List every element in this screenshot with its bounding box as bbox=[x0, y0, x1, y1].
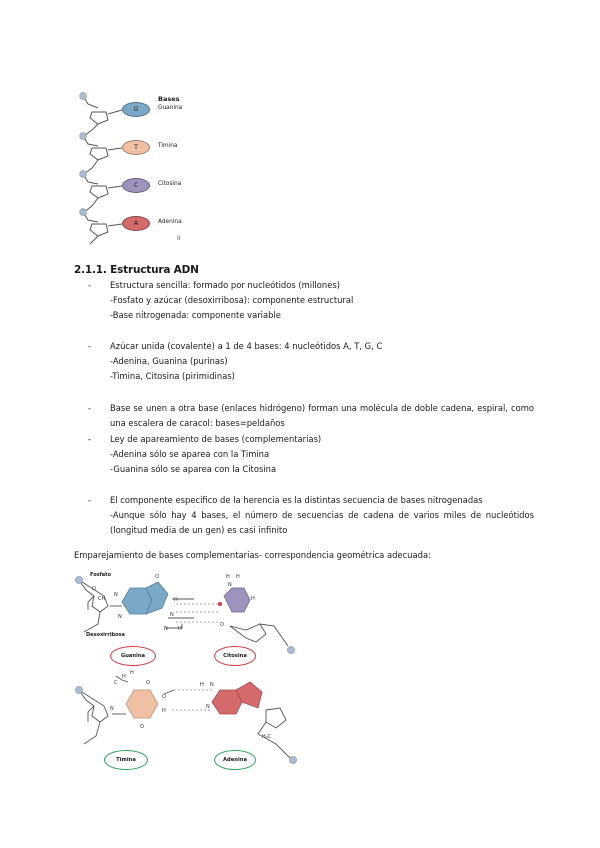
svg-text:H: H bbox=[174, 597, 178, 603]
bullet-group bbox=[74, 432, 534, 478]
svg-text:N: N bbox=[118, 614, 122, 620]
base-name-citosina: Citosina bbox=[158, 181, 182, 187]
sub-bullet-text: -Aunque sólo hay 4 bases, el número de secuencias de cadena de varios miles de nucleótidos (longitud media de un gen) es casi infinito bbox=[110, 510, 534, 536]
bullet-text: Base se unen a otra base (enlaces hidrógeno) forman una molécula de doble cadena, espiral, como una escalera de caracol: bases=peldaños bbox=[110, 403, 534, 429]
bullet-dash: - bbox=[88, 495, 92, 505]
svg-text:H: H bbox=[162, 708, 166, 714]
bullet-text: Estructura sencilla: formado por nucleótidos (millones) bbox=[110, 280, 340, 290]
phosphate-ball bbox=[80, 93, 87, 100]
svg-text:O: O bbox=[155, 574, 159, 580]
pairing-intro: Emparejamiento de bases complementarias- correspondencia geométrica adecuada: bbox=[74, 550, 431, 560]
base-oval-guanina: G bbox=[122, 102, 150, 117]
svg-text:N: N bbox=[164, 626, 168, 632]
bullet-dash: - bbox=[88, 403, 92, 413]
svg-text:O: O bbox=[146, 680, 150, 686]
phosphate-ball bbox=[80, 209, 87, 216]
svg-text:CH: CH bbox=[98, 596, 106, 602]
base-pairing-figure bbox=[70, 566, 310, 776]
bullet-text: Azúcar unida (covalente) a 1 de 4 bases: 4 nucleótidos A, T, G, C bbox=[110, 341, 383, 351]
badge-timina: Timina bbox=[104, 750, 148, 770]
sub-bullet-text: -Guanina sólo se aparea con la Citosina bbox=[110, 464, 277, 475]
bullet-group bbox=[74, 493, 534, 539]
svg-text:O: O bbox=[92, 586, 96, 592]
bullet-text: Ley de apareamiento de bases (complementarias) bbox=[110, 434, 322, 444]
svg-text:O: O bbox=[140, 724, 144, 730]
phosphate-ball bbox=[289, 756, 296, 763]
phosphate-ball bbox=[75, 686, 82, 693]
section-heading: 2.1.1. Estructura ADN bbox=[74, 264, 199, 276]
fosfato-label: Fosfato bbox=[90, 572, 111, 578]
phosphate-ball bbox=[80, 171, 87, 178]
svg-text:H: H bbox=[178, 626, 182, 632]
sub-bullet-text: -Timina, Citosina (pirimidinas) bbox=[110, 371, 235, 382]
svg-text:O: O bbox=[162, 694, 166, 700]
svg-text:H: H bbox=[200, 682, 204, 688]
svg-text:N: N bbox=[114, 592, 118, 598]
svg-text:H: H bbox=[130, 670, 134, 676]
thymine-ring bbox=[126, 690, 158, 718]
cytosine-ring bbox=[224, 588, 250, 612]
svg-text:N: N bbox=[228, 582, 232, 588]
base-oval-timina: T bbox=[122, 140, 150, 155]
base-oval-adenina: A bbox=[122, 216, 150, 231]
base-name-guanina: Guanina bbox=[158, 105, 183, 111]
corner-mark: II bbox=[177, 235, 181, 242]
desoxirribosa-label: Desoxirribosa bbox=[86, 632, 125, 638]
badge-citosina: Citosina bbox=[214, 646, 256, 666]
sub-bullet-text: -Adenina, Guanina (purinas) bbox=[110, 356, 228, 367]
svg-text:H: H bbox=[236, 574, 240, 580]
svg-text:H: H bbox=[122, 674, 126, 680]
sub-bullet-text: -Base nitrogenada: componente variable bbox=[110, 310, 281, 321]
phosphate-ball bbox=[287, 646, 294, 653]
phosphate-ball bbox=[80, 133, 87, 140]
svg-text:H: H bbox=[226, 574, 230, 580]
bullet-text: El componente específico de la herencia es la distintas secuencia de bases nitrogenadas bbox=[110, 495, 483, 505]
bullet-group bbox=[74, 278, 534, 324]
bullet-group bbox=[74, 401, 534, 431]
svg-text:N: N bbox=[170, 612, 174, 618]
bullet-dash: - bbox=[88, 341, 92, 351]
svg-text:H: H bbox=[251, 596, 255, 602]
svg-text:N: N bbox=[206, 704, 210, 710]
bullet-group bbox=[74, 339, 534, 385]
badge-adenina: Adenina bbox=[214, 750, 256, 770]
bullet-dash: - bbox=[88, 280, 92, 290]
nucleotide-chain-figure bbox=[70, 88, 210, 248]
badge-guanina: Guanina bbox=[110, 646, 156, 666]
svg-text:H₂C: H₂C bbox=[262, 734, 272, 740]
svg-text:N: N bbox=[110, 706, 114, 712]
base-oval-citosina: C bbox=[122, 178, 150, 193]
svg-text:N: N bbox=[210, 682, 214, 688]
sub-bullet-text: -Adenina sólo se aparea con la Timina bbox=[110, 449, 270, 460]
sub-bullet-text: -Fosfato y azúcar (desoxirribosa): componente estructural bbox=[110, 295, 354, 306]
phosphate-ball bbox=[75, 576, 82, 583]
base-name-timina: Timina bbox=[158, 143, 178, 149]
bullet-dash: - bbox=[88, 434, 92, 444]
bases-header: Bases bbox=[158, 95, 180, 103]
svg-text:C: C bbox=[114, 680, 118, 686]
svg-text:O: O bbox=[220, 622, 224, 628]
base-name-adenina: Adenina bbox=[158, 219, 182, 225]
